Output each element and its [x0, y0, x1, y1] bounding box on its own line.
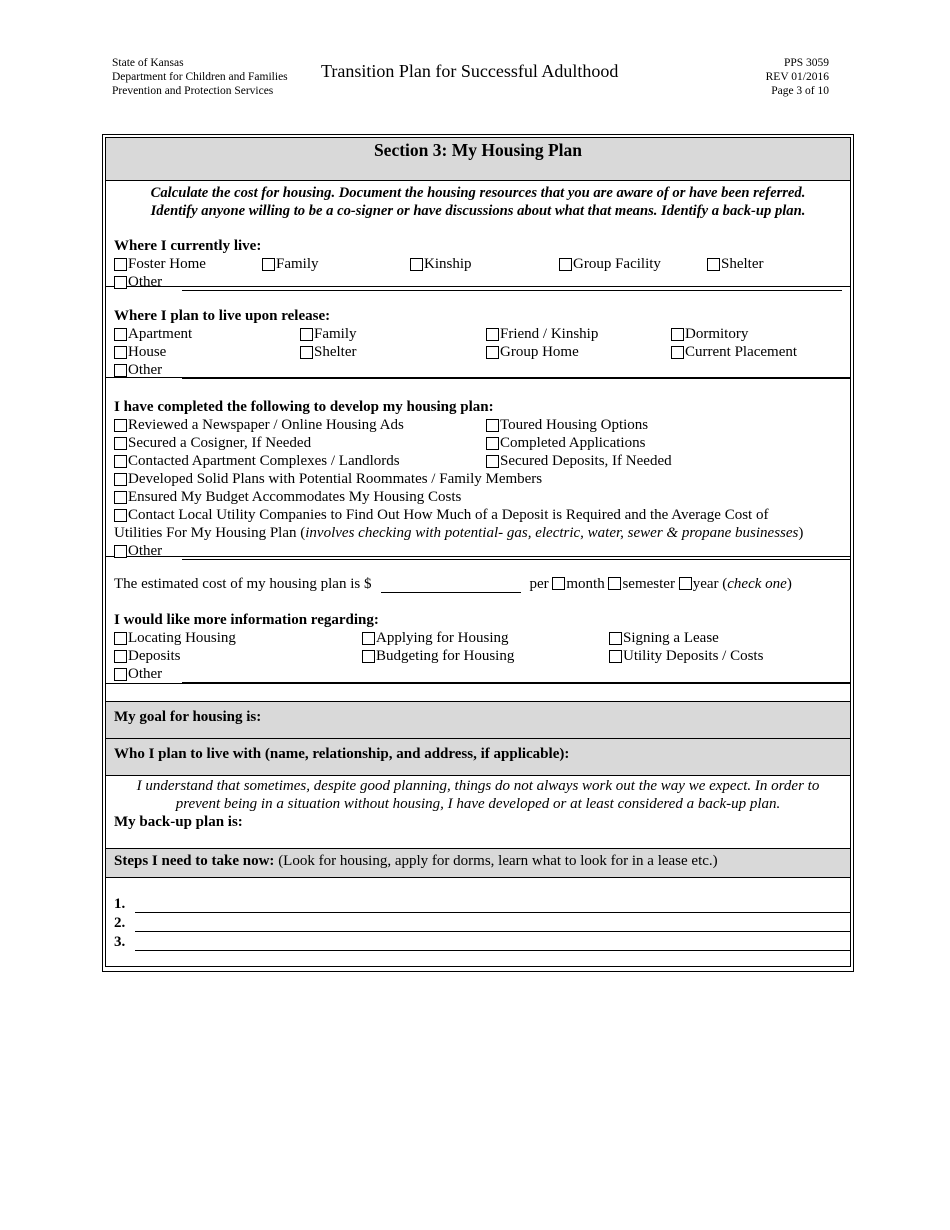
- page-number: Page 3 of 10: [771, 85, 829, 97]
- form-number: PPS 3059: [783, 57, 829, 69]
- checkbox[interactable]: [362, 650, 375, 663]
- checkbox[interactable]: [300, 328, 313, 341]
- backup-note-line-2: prevent being in a situation without housing, I have developed or at least considered a back-up plan.: [175, 796, 781, 812]
- goal-field[interactable]: My goal for housing is:: [106, 702, 850, 739]
- plan-live-option[interactable]: Current Placement: [671, 343, 797, 361]
- completed-heading: I have completed the following to develop my housing plan:: [114, 399, 494, 415]
- plan-live-other-line[interactable]: [182, 362, 850, 379]
- checkbox[interactable]: [362, 632, 375, 645]
- plan-live-option[interactable]: Shelter: [300, 343, 486, 361]
- checkbox[interactable]: [486, 455, 499, 468]
- plan-live-section: [106, 287, 850, 378]
- cost-period-year[interactable]: year (: [679, 576, 728, 593]
- checkbox[interactable]: [114, 668, 127, 681]
- page-header: [0, 0, 950, 110]
- checkbox[interactable]: [559, 258, 572, 271]
- live-with-field[interactable]: Who I plan to live with (name, relationship, and address, if applicable):: [106, 739, 850, 776]
- checkbox[interactable]: [114, 346, 127, 359]
- checkbox[interactable]: [114, 419, 127, 432]
- more-info-option[interactable]: Budgeting for Housing: [362, 647, 609, 665]
- checkbox[interactable]: [114, 455, 127, 468]
- steps-hint: (Look for housing, apply for dorms, learn what to look for in a lease etc.): [274, 853, 718, 869]
- checkbox[interactable]: [114, 328, 127, 341]
- form-revision: REV 01/2016: [765, 71, 829, 83]
- completed-row-5: [114, 488, 842, 506]
- checkbox[interactable]: [114, 632, 127, 645]
- checkbox[interactable]: [262, 258, 275, 271]
- checkbox[interactable]: [114, 258, 127, 271]
- checkbox[interactable]: [114, 650, 127, 663]
- step-2-line[interactable]: [135, 916, 850, 932]
- plan-live-row-2: [114, 343, 842, 361]
- completed-option[interactable]: Contacted Apartment Complexes / Landlords: [114, 452, 486, 470]
- steps-list: [106, 878, 850, 951]
- checkbox[interactable]: [486, 419, 499, 432]
- step-2[interactable]: 2.: [114, 913, 842, 932]
- completed-row-6: [114, 506, 842, 524]
- plan-live-heading: Where I plan to live upon release:: [114, 308, 331, 324]
- more-info-row-1: [114, 629, 842, 647]
- agency-department: Department for Children and Families: [112, 71, 288, 83]
- completed-row-1: [114, 416, 842, 434]
- current-live-option[interactable]: Group Facility: [559, 255, 707, 273]
- plan-live-option[interactable]: Group Home: [486, 343, 671, 361]
- current-live-option[interactable]: Shelter: [707, 255, 764, 273]
- completed-option[interactable]: Toured Housing Options: [486, 416, 648, 434]
- checkbox[interactable]: [300, 346, 313, 359]
- checkbox[interactable]: [114, 473, 127, 486]
- cost-period-month[interactable]: month: [552, 576, 604, 593]
- completed-option[interactable]: Completed Applications: [486, 434, 645, 452]
- completed-option-utility[interactable]: Contact Local Utility Companies to Find Out How Much of a Deposit is Required and the Average Cost of: [114, 506, 768, 524]
- backup-section[interactable]: [106, 776, 850, 849]
- completed-option[interactable]: Secured a Cosigner, If Needed: [114, 434, 486, 452]
- cost-row: The estimated cost of my housing plan is $ per month semester year ( check one ): [114, 576, 792, 592]
- steps-label: Steps I need to take now:: [114, 853, 275, 869]
- step-3-line[interactable]: [135, 935, 850, 951]
- plan-live-option[interactable]: Dormitory: [671, 325, 748, 343]
- completed-option[interactable]: Reviewed a Newspaper / Online Housing Ads: [114, 416, 486, 434]
- checkbox[interactable]: [410, 258, 423, 271]
- checkbox[interactable]: [114, 364, 127, 377]
- checkbox[interactable]: [608, 577, 621, 590]
- current-live-option[interactable]: Kinship: [410, 255, 559, 273]
- checkbox[interactable]: [552, 577, 565, 590]
- cost-info-section: [106, 557, 850, 684]
- more-info-row-2: [114, 647, 842, 665]
- spacer-row: [106, 684, 850, 702]
- agency-block: [112, 56, 288, 98]
- current-live-option[interactable]: Foster Home: [114, 255, 262, 273]
- more-info-heading: I would like more information regarding:: [114, 612, 379, 628]
- more-info-option[interactable]: Applying for Housing: [362, 629, 609, 647]
- checkbox[interactable]: [707, 258, 720, 271]
- plan-live-option[interactable]: Apartment: [114, 325, 300, 343]
- more-info-option[interactable]: Utility Deposits / Costs: [609, 647, 763, 665]
- step-1-line[interactable]: [135, 897, 850, 913]
- current-live-heading: Where I currently live:: [114, 238, 262, 254]
- checkbox[interactable]: [679, 577, 692, 590]
- agency-division: Prevention and Protection Services: [112, 85, 274, 97]
- more-info-other[interactable]: Other: [114, 665, 842, 683]
- plan-live-option[interactable]: House: [114, 343, 300, 361]
- checkbox[interactable]: [486, 437, 499, 450]
- completed-option[interactable]: Developed Solid Plans with Potential Roommates / Family Members: [114, 470, 542, 488]
- current-live-other[interactable]: Other: [114, 273, 842, 291]
- current-live-option[interactable]: Family: [262, 255, 410, 273]
- intro-section: [106, 181, 850, 290]
- form-info-block: [766, 56, 829, 98]
- completed-option[interactable]: Secured Deposits, If Needed: [486, 452, 672, 470]
- more-info-option[interactable]: Signing a Lease: [609, 629, 719, 647]
- checkbox[interactable]: [671, 346, 684, 359]
- form-frame: [102, 134, 854, 972]
- intro-line-1: Calculate the cost for housing. Document the housing resources that you are aware of or have been referred.: [150, 185, 806, 201]
- checkbox[interactable]: [114, 491, 127, 504]
- checkbox[interactable]: [114, 509, 127, 522]
- completed-row-3: [114, 452, 842, 470]
- cost-period-semester[interactable]: semester: [608, 576, 674, 593]
- completed-row-7: Utilities For My Housing Plan ( involves checking with potential- gas, electric, water, sewer & propane businesses ): [114, 525, 804, 541]
- checkbox[interactable]: [671, 328, 684, 341]
- completed-section: [106, 378, 850, 557]
- checkbox[interactable]: [486, 346, 499, 359]
- step-3[interactable]: 3.: [114, 932, 842, 951]
- agency-state: State of Kansas: [112, 57, 184, 69]
- completed-row-4: [114, 470, 842, 488]
- completed-row-2: [114, 434, 842, 452]
- form-body: [105, 137, 851, 967]
- more-info-option[interactable]: Locating Housing: [114, 629, 362, 647]
- checkbox[interactable]: [609, 650, 622, 663]
- cost-amount-field[interactable]: [381, 576, 521, 593]
- plan-live-row-1: [114, 325, 842, 343]
- intro-line-2: Identify anyone willing to be a co-signer or have discussions about what that means. Identify a back-up plan.: [150, 203, 806, 219]
- checkbox[interactable]: [486, 328, 499, 341]
- plan-live-option[interactable]: Family: [300, 325, 486, 343]
- completed-option[interactable]: Ensured My Budget Accommodates My Housing Costs: [114, 488, 461, 506]
- steps-header: [106, 849, 850, 878]
- step-1[interactable]: 1.: [114, 894, 842, 913]
- more-info-option[interactable]: Deposits: [114, 647, 362, 665]
- checkbox[interactable]: [114, 437, 127, 450]
- section-title: Section 3: My Housing Plan: [106, 138, 850, 181]
- completed-other[interactable]: Other: [114, 542, 842, 560]
- more-info-other-line[interactable]: [182, 666, 850, 683]
- document-title: Transition Plan for Successful Adulthood: [321, 61, 619, 81]
- backup-label: My back-up plan is:: [114, 814, 243, 830]
- backup-note-line-1: I understand that sometimes, despite good planning, things do not always work out the way we expect. In order to: [136, 778, 820, 794]
- plan-live-other[interactable]: Other: [114, 361, 842, 379]
- checkbox[interactable]: [609, 632, 622, 645]
- plan-live-option[interactable]: Friend / Kinship: [486, 325, 671, 343]
- current-live-options: [114, 255, 842, 273]
